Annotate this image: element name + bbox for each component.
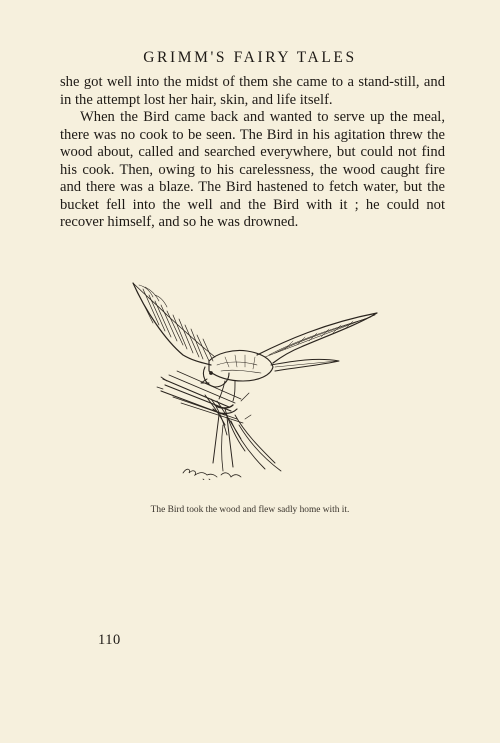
artist-signature [183,469,241,480]
page-number: 110 [98,632,121,648]
illustration-caption: The Bird took the wood and flew sadly home with it. [150,505,350,515]
paragraph: When the Bird came back and wanted to serve up the meal, there was no cook to be seen. The Bird in his agitation threw the wood about, called and searched everywhere, but could not find his cook. Then, owing to his carelessness, the wood caught fire and there was a blaze. The Bird hastened to fetch water, but the bucket fell into the well and the Bird with it ; he could not recover himself, and so he was drowned. [60,109,445,230]
paragraph-continued: she got well into the midst of them she came to a stand-still, and in the attempt lost her hair, skin, and life itself. [60,74,445,108]
body-text [60,74,445,232]
bird-illustration [125,275,390,480]
running-head: GRIMM'S FAIRY TALES [143,49,357,66]
